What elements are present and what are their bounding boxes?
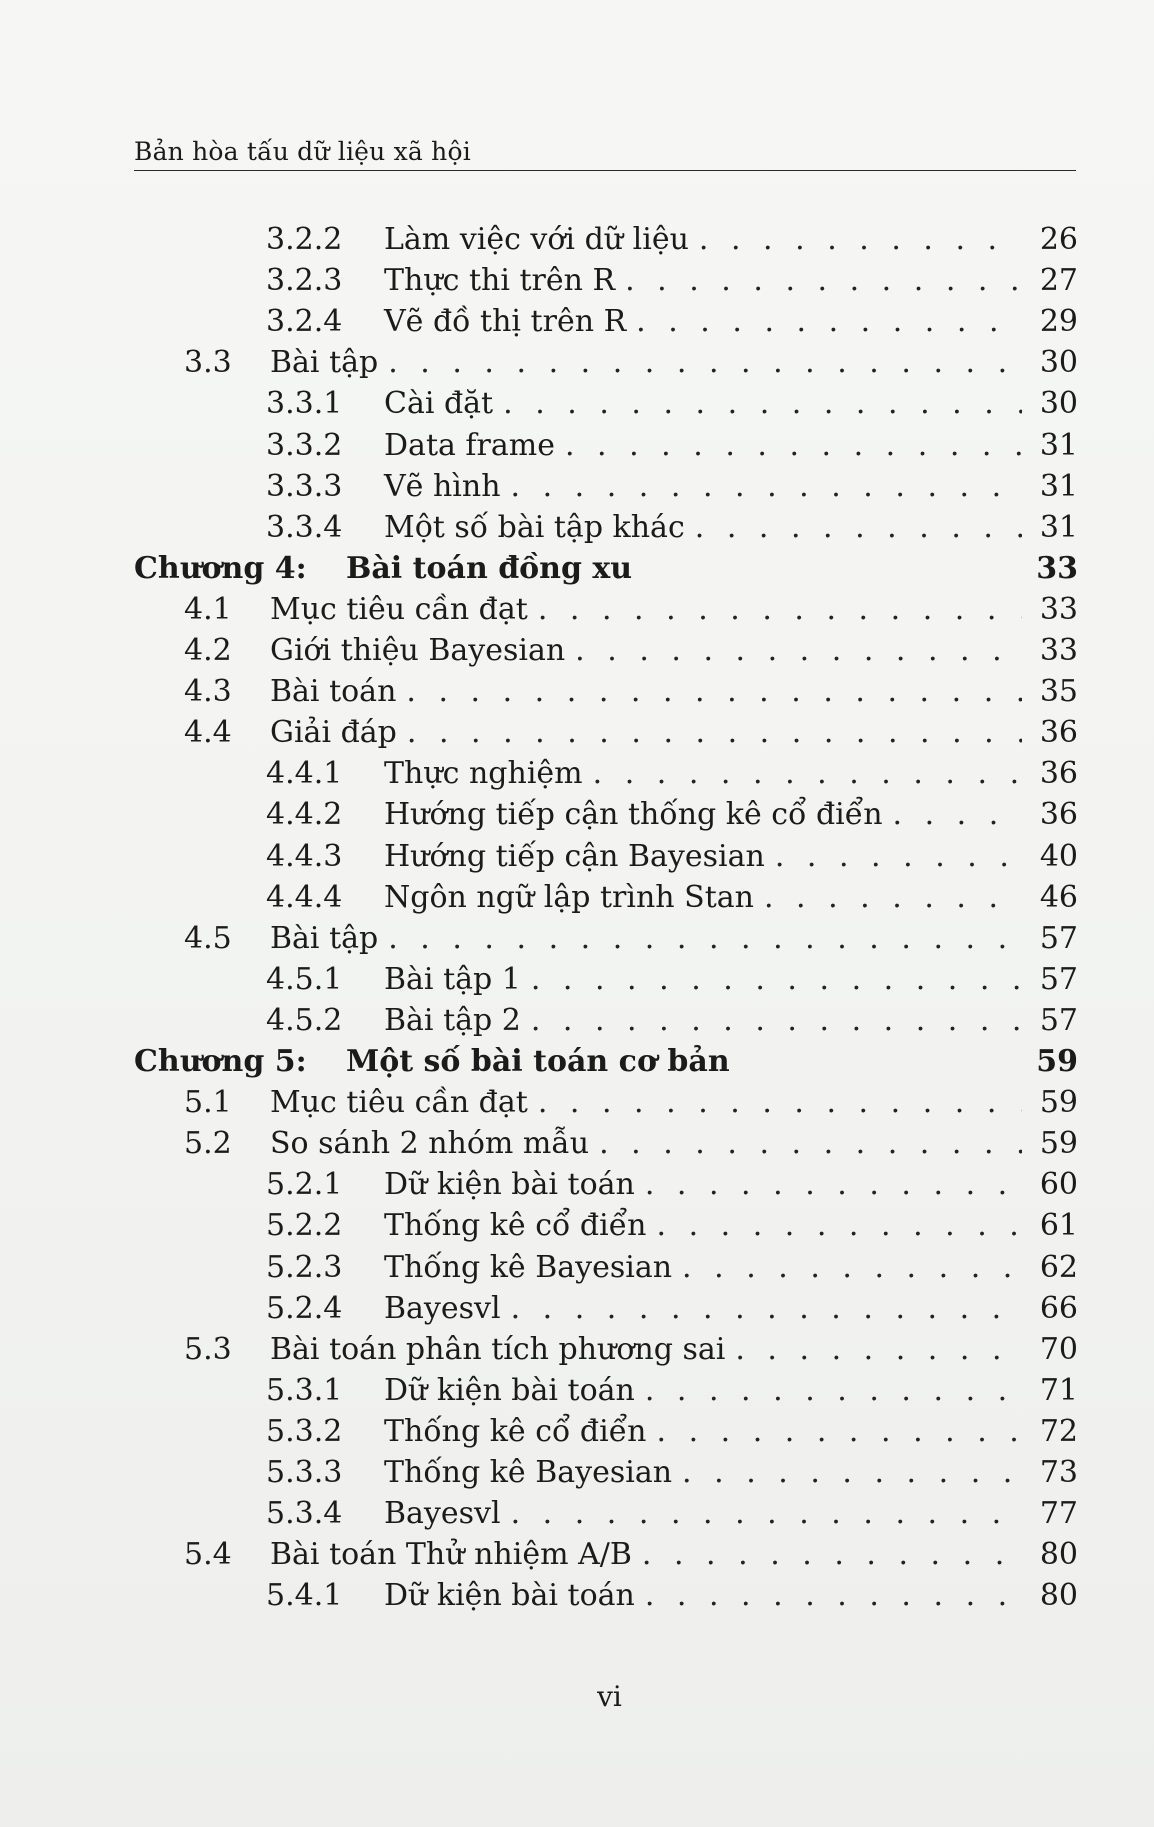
toc-entry-title: Vẽ hình	[384, 469, 501, 504]
toc-entry-number: 3.3.3	[266, 469, 343, 504]
toc-entry-number: 5.2.1	[266, 1167, 343, 1202]
toc-entry-title: Thống kê Bayesian	[384, 1250, 673, 1285]
toc-entry-title: Data frame	[384, 428, 555, 463]
toc-entry-number: Chương 4:	[134, 551, 307, 586]
toc-entry-number: 4.3	[184, 674, 232, 709]
toc-entry-number: 4.5.2	[266, 1003, 343, 1038]
toc-entry-page: 59	[1036, 1044, 1078, 1079]
toc-entry-title: Giới thiệu Bayesian	[270, 633, 566, 668]
toc-entry	[266, 1250, 1078, 1290]
toc-dot-leader	[636, 304, 1022, 339]
toc-entry-page: 71	[1039, 1373, 1078, 1408]
toc-dot-leader	[503, 386, 1022, 421]
toc-entry-title: Một số bài toán cơ bản	[346, 1044, 730, 1079]
toc-dot-leader	[764, 880, 1022, 915]
toc-entry	[184, 592, 1078, 632]
toc-entry-title: Hướng tiếp cận thống kê cổ điển	[384, 797, 883, 832]
toc-entry	[266, 510, 1078, 550]
toc-entry-page: 31	[1039, 469, 1078, 504]
toc-entry-title: Bài tập	[270, 921, 379, 956]
toc-entry-number: 4.5.1	[266, 962, 343, 997]
toc-dot-leader	[531, 962, 1022, 997]
toc-entry-title: Vẽ đồ thị trên R	[384, 304, 627, 339]
toc-entry	[266, 1373, 1078, 1413]
toc-entry	[266, 797, 1078, 837]
toc-entry-number: 4.4.4	[266, 880, 343, 915]
toc-entry-title: Thống kê cổ điển	[384, 1208, 647, 1243]
toc-entry-title: Bài toán	[270, 674, 397, 709]
toc-dot-leader	[406, 674, 1022, 709]
toc-dot-leader	[388, 345, 1022, 380]
toc-entry	[266, 1496, 1078, 1536]
page-number: vi	[597, 1680, 622, 1713]
toc-entry-number: 5.2.3	[266, 1250, 343, 1285]
toc-entry-page: 33	[1036, 551, 1078, 586]
toc-entry	[184, 1085, 1078, 1125]
toc-entry-number: 3.3	[184, 345, 232, 380]
toc-entry-page: 61	[1039, 1208, 1078, 1243]
toc-entry-page: 36	[1039, 715, 1078, 750]
toc-entry	[266, 263, 1078, 303]
toc-entry-page: 59	[1039, 1126, 1078, 1161]
toc-entry-number: 5.4.1	[266, 1578, 343, 1613]
toc-chapter-entry	[134, 1044, 1078, 1084]
toc-entry-title: Mục tiêu cần đạt	[270, 1085, 528, 1120]
toc-entry-number: 5.3.3	[266, 1455, 343, 1490]
toc-entry-page: 36	[1039, 756, 1078, 791]
toc-entry-title: Dữ kiện bài toán	[384, 1373, 635, 1408]
toc-entry	[266, 1003, 1078, 1043]
toc-entry-page: 66	[1039, 1291, 1078, 1326]
toc-entry-number: 3.3.4	[266, 510, 343, 545]
toc-dot-leader	[388, 921, 1022, 956]
toc-entry	[266, 880, 1078, 920]
toc-entry-title: Giải đáp	[270, 715, 397, 750]
toc-entry-number: 5.3	[184, 1332, 232, 1367]
toc-dot-leader	[893, 797, 1022, 832]
toc-dot-leader	[538, 1085, 1022, 1120]
toc-entry-page: 62	[1039, 1250, 1078, 1285]
toc-chapter-entry	[134, 551, 1078, 591]
toc-entry-number: 3.2.2	[266, 222, 343, 257]
toc-entry-title: Bài tập	[270, 345, 379, 380]
toc-entry-number: 5.2.2	[266, 1208, 343, 1243]
toc-entry-page: 36	[1039, 797, 1078, 832]
toc-entry-page: 77	[1039, 1496, 1078, 1531]
toc-entry-page: 60	[1039, 1167, 1078, 1202]
toc-entry-title: Hướng tiếp cận Bayesian	[384, 839, 765, 874]
toc-entry-page: 80	[1039, 1578, 1078, 1613]
toc-entry-title: Ngôn ngữ lập trình Stan	[384, 880, 754, 915]
toc-dot-leader	[575, 633, 1022, 668]
toc-dot-leader	[645, 1578, 1022, 1613]
toc-entry	[184, 345, 1078, 385]
toc-entry-page: 35	[1039, 674, 1078, 709]
toc-entry-title: Bayesvl	[384, 1291, 501, 1326]
toc-entry	[266, 839, 1078, 879]
toc-entry-title: Thống kê cổ điển	[384, 1414, 647, 1449]
toc-dot-leader	[593, 756, 1022, 791]
toc-entry	[184, 633, 1078, 673]
toc-entry-number: 4.4.1	[266, 756, 343, 791]
toc-entry-page: 72	[1039, 1414, 1078, 1449]
toc-entry	[266, 304, 1078, 344]
toc-entry	[184, 921, 1078, 961]
toc-entry-page: 31	[1039, 510, 1078, 545]
toc-entry-number: 4.5	[184, 921, 232, 956]
toc-dot-leader	[407, 715, 1022, 750]
toc-entry-title: So sánh 2 nhóm mẫu	[270, 1126, 590, 1161]
toc-dot-leader	[511, 469, 1022, 504]
toc-dot-leader	[531, 1003, 1022, 1038]
toc-entry	[266, 1208, 1078, 1248]
toc-entry-title: Bài toán Thử nhiệm A/B	[270, 1537, 632, 1572]
toc-entry	[266, 222, 1078, 262]
toc-entry	[266, 756, 1078, 796]
toc-entry-page: 80	[1039, 1537, 1078, 1572]
toc-entry-page: 27	[1039, 263, 1078, 298]
toc-entry-title: Bài tập 1	[384, 962, 521, 997]
toc-entry	[184, 674, 1078, 714]
toc-entry-title: Mục tiêu cần đạt	[270, 592, 528, 627]
toc-entry	[184, 1537, 1078, 1577]
toc-entry-page: 26	[1039, 222, 1078, 257]
toc-entry-number: 5.2	[184, 1126, 232, 1161]
toc-dot-leader	[565, 428, 1022, 463]
toc-entry-page: 70	[1039, 1332, 1078, 1367]
toc-entry-title: Dữ kiện bài toán	[384, 1167, 635, 1202]
toc-entry-page: 30	[1039, 345, 1078, 380]
toc-entry-title: Làm việc với dữ liệu	[384, 222, 689, 257]
toc-entry-number: 3.2.3	[266, 263, 343, 298]
toc-entry-title: Bayesvl	[384, 1496, 501, 1531]
toc-entry-number: 3.3.2	[266, 428, 343, 463]
toc-dot-leader	[625, 263, 1022, 298]
toc-entry-number: 3.2.4	[266, 304, 343, 339]
toc-dot-leader	[645, 1373, 1022, 1408]
toc-entry-number: Chương 5:	[134, 1044, 307, 1079]
toc-dot-leader	[682, 1250, 1022, 1285]
toc-entry-title: Cài đặt	[384, 386, 494, 421]
toc-entry-number: 4.4.2	[266, 797, 343, 832]
toc-entry-title: Thực thi trên R	[384, 263, 616, 298]
toc-entry-page: 73	[1039, 1455, 1078, 1490]
toc-dot-leader	[657, 1414, 1023, 1449]
toc-dot-leader	[511, 1496, 1022, 1531]
running-head: Bản hòa tấu dữ liệu xã hội	[134, 137, 471, 166]
toc-entry-number: 3.3.1	[266, 386, 343, 421]
toc-entry	[184, 1332, 1078, 1372]
toc-entry-number: 4.2	[184, 633, 232, 668]
toc-entry-page: 33	[1039, 633, 1078, 668]
toc-dot-leader	[695, 510, 1022, 545]
toc-dot-leader	[682, 1455, 1022, 1490]
toc-entry-title: Thực nghiệm	[384, 756, 583, 791]
toc-entry-title: Bài tập 2	[384, 1003, 521, 1038]
toc-entry	[184, 1126, 1078, 1166]
toc-entry	[266, 1291, 1078, 1331]
toc-entry-page: 57	[1039, 1003, 1078, 1038]
toc-dot-leader	[657, 1208, 1023, 1243]
toc-entry-page: 31	[1039, 428, 1078, 463]
toc-entry	[266, 428, 1078, 468]
toc-entry-number: 5.3.2	[266, 1414, 343, 1449]
toc-dot-leader	[599, 1126, 1022, 1161]
toc-dot-leader	[775, 839, 1022, 874]
toc-entry-number: 5.1	[184, 1085, 232, 1120]
toc-entry-page: 40	[1039, 839, 1078, 874]
toc-entry-page: 59	[1039, 1085, 1078, 1120]
toc-entry	[266, 386, 1078, 426]
toc-entry-title: Bài toán phân tích phương sai	[270, 1332, 726, 1367]
toc-entry-title: Bài toán đồng xu	[346, 551, 633, 586]
toc-entry	[266, 469, 1078, 509]
toc-dot-leader	[642, 1537, 1022, 1572]
toc-entry	[266, 1414, 1078, 1454]
toc-entry-number: 5.2.4	[266, 1291, 343, 1326]
toc-entry-page: 33	[1039, 592, 1078, 627]
toc-entry	[266, 1578, 1078, 1618]
toc-entry-number: 4.1	[184, 592, 232, 627]
toc-entry-title: Dữ kiện bài toán	[384, 1578, 635, 1613]
toc-entry-page: 57	[1039, 921, 1078, 956]
toc-entry-page: 57	[1039, 962, 1078, 997]
toc-dot-leader	[538, 592, 1022, 627]
toc-entry-title: Một số bài tập khác	[384, 510, 685, 545]
toc-entry-page: 29	[1039, 304, 1078, 339]
toc-entry	[266, 1167, 1078, 1207]
toc-entry	[266, 1455, 1078, 1495]
toc-entry-number: 5.3.1	[266, 1373, 343, 1408]
toc-dot-leader	[699, 222, 1022, 257]
toc-entry-number: 4.4.3	[266, 839, 343, 874]
toc-entry	[266, 962, 1078, 1002]
toc-entry-number: 5.3.4	[266, 1496, 343, 1531]
toc-dot-leader	[735, 1332, 1022, 1367]
toc-entry-page: 46	[1039, 880, 1078, 915]
toc-entry-number: 5.4	[184, 1537, 232, 1572]
toc-entry-page: 30	[1039, 386, 1078, 421]
toc-entry-title: Thống kê Bayesian	[384, 1455, 673, 1490]
toc-entry-number: 4.4	[184, 715, 232, 750]
toc-dot-leader	[511, 1291, 1022, 1326]
toc-dot-leader	[645, 1167, 1022, 1202]
toc-entry	[184, 715, 1078, 755]
